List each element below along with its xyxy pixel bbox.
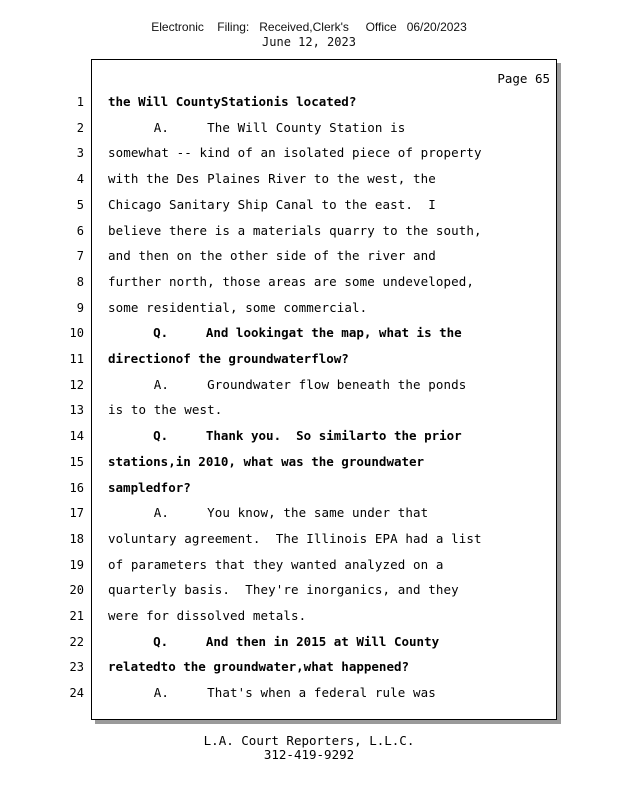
transcript-line: A. The Will County Station is	[108, 119, 406, 135]
line-number: 1	[76, 95, 84, 109]
line-number: 11	[69, 352, 84, 366]
line-number: 8	[76, 274, 84, 289]
transcript-line: Chicago Sanitary Ship Canal to the east. I	[108, 196, 436, 212]
line-number: 7	[76, 249, 84, 264]
line-number: 14	[69, 429, 84, 444]
transcript-line: A. Groundwater flow beneath the ponds	[108, 376, 467, 392]
line-number: 12	[69, 377, 84, 392]
page-number: Page 65	[497, 71, 550, 86]
transcript-line: and then on the other side of the river and	[108, 248, 436, 264]
transcript-line: directionof the groundwaterflow?	[108, 351, 349, 366]
line-number: 4	[76, 172, 84, 187]
footer-phone: 312-419-9292	[263, 747, 355, 762]
transcript-line: Q. And then in 2015 at Will County	[108, 633, 440, 649]
line-number: 5	[76, 197, 84, 212]
line-number: 3	[76, 146, 84, 161]
transcript-line: further north, those areas are some undeveloped,	[108, 273, 475, 289]
line-number: 20	[69, 583, 84, 598]
line-number: 15	[69, 454, 84, 469]
line-number: 19	[69, 557, 84, 572]
transcript-line: with the Des Plaines River to the west, the	[108, 171, 436, 187]
transcript-line: A. That's when a federal rule was	[108, 685, 436, 701]
transcript-line: is to the west.	[108, 402, 223, 418]
transcript-line: voluntary agreement. The Illinois EPA had a list	[108, 530, 482, 546]
line-number: 24	[69, 686, 84, 701]
transcript-line: Q. And lookingat the map, what is the	[108, 325, 462, 341]
transcript-date: June 12, 2023	[262, 35, 356, 49]
filing-stamp: Electronic Filing: Received,Clerk's Office 06/20/2023	[151, 20, 467, 34]
line-number: 21	[69, 609, 84, 623]
line-number: 18	[69, 531, 84, 546]
line-number: 17	[69, 506, 84, 521]
transcript-line: relatedto the groundwater,what happened?	[108, 659, 410, 675]
line-number: 9	[76, 300, 84, 315]
line-number: 10	[69, 326, 84, 341]
line-number: 23	[69, 660, 84, 675]
transcript-line: Q. Thank you. So similarto the prior	[108, 428, 462, 444]
transcript-line: sampledfor?	[108, 479, 191, 495]
transcript-line: stations,in 2010, what was the groundwater	[108, 453, 425, 469]
line-number: 6	[76, 223, 84, 238]
transcript-line: somewhat -- kind of an isolated piece of property	[108, 145, 482, 161]
line-number: 13	[69, 403, 84, 418]
line-number: 16	[69, 480, 84, 495]
line-number: 2	[76, 120, 84, 135]
transcript-line: quarterly basis. They're inorganics, and they	[108, 582, 459, 598]
line-number: 22	[69, 634, 84, 649]
transcript-line: the Will CountyStationis located?	[108, 94, 357, 109]
transcript-line: of parameters that they wanted analyzed on a	[108, 556, 444, 572]
transcript-line: were for dissolved metals.	[108, 608, 307, 623]
transcript-line: believe there is a materials quarry to the south,	[108, 222, 482, 238]
footer-company: L.A. Court Reporters, L.L.C.	[203, 733, 415, 748]
transcript-line: A. You know, the same under that	[108, 505, 429, 521]
transcript-line: some residential, some commercial.	[108, 299, 368, 315]
